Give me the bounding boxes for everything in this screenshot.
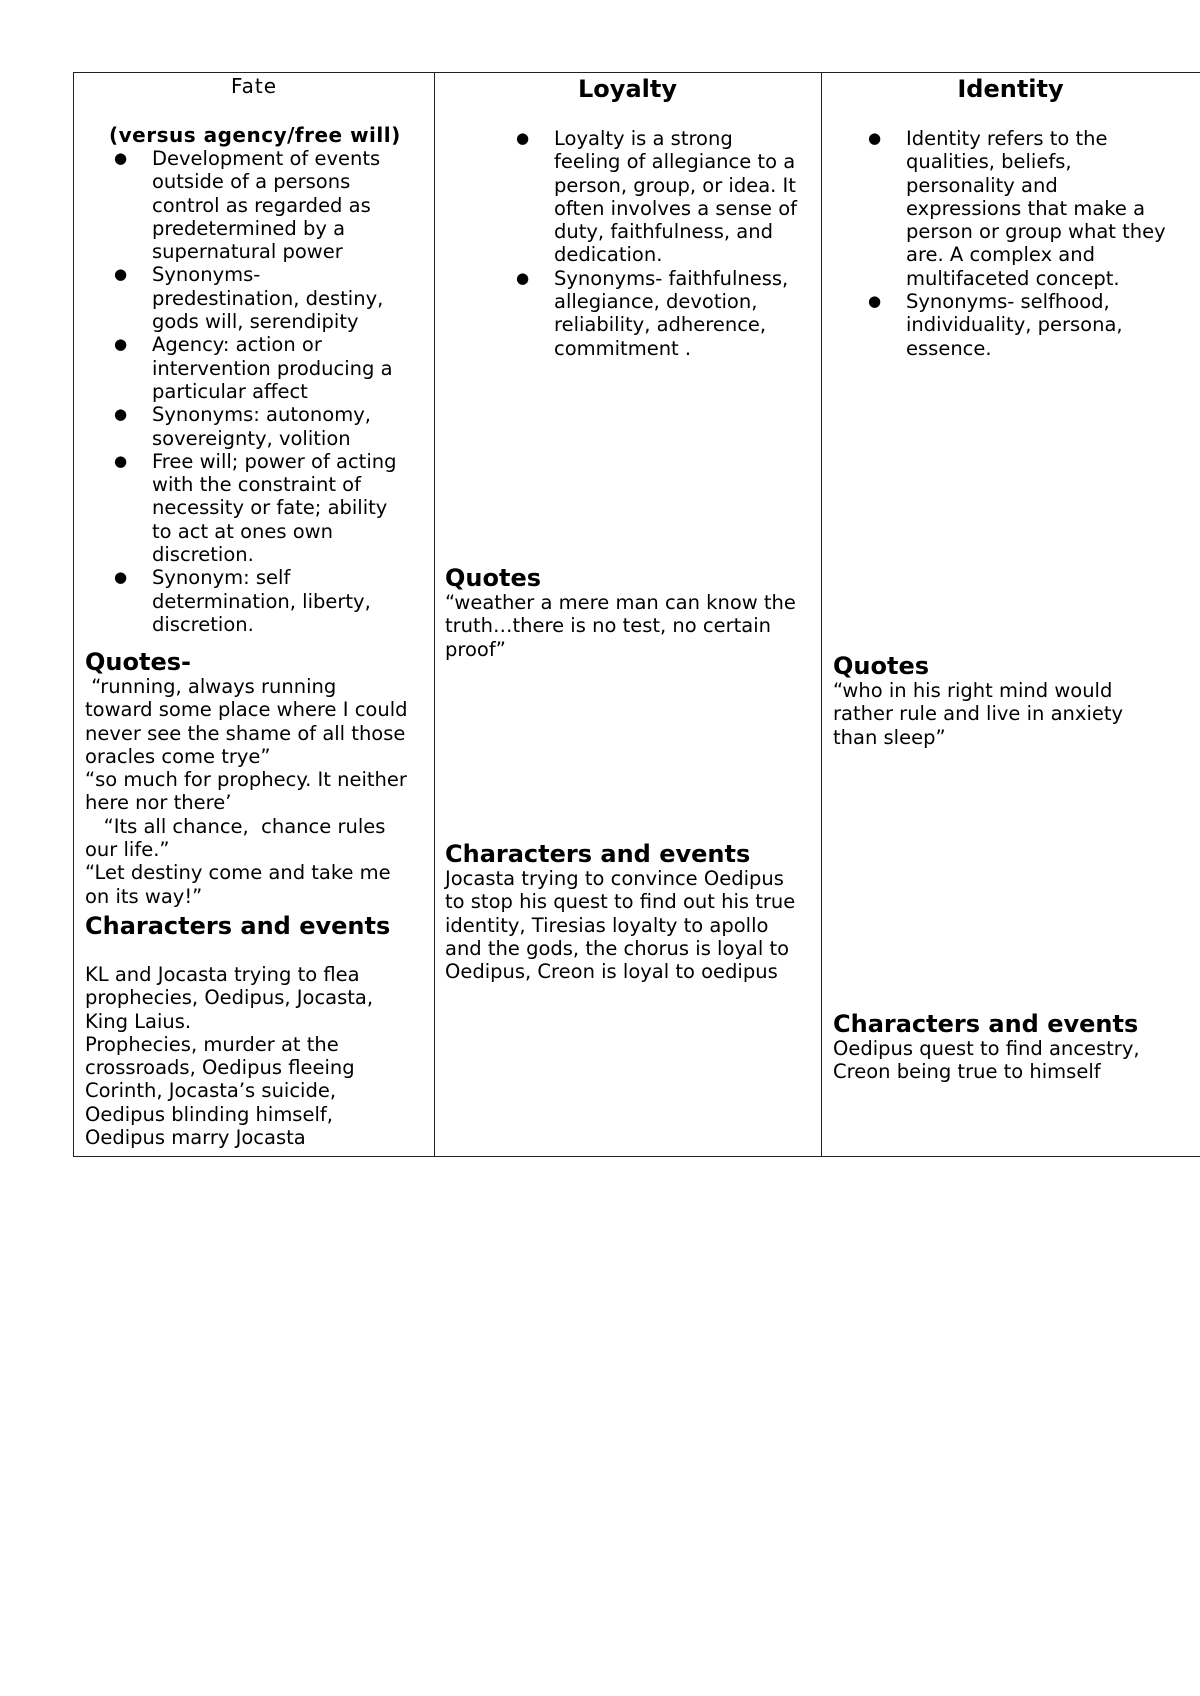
fate-bullet-line: gods will, serendipity xyxy=(152,310,359,334)
fate-bullet-line: Synonyms- xyxy=(152,263,261,287)
fate-bullet-line: predetermined by a xyxy=(152,216,346,240)
bullet-icon: ● xyxy=(114,149,128,167)
loyalty-bullet-line: duty, faithfulness, and xyxy=(554,220,773,244)
loyalty-quotes-line: proof” xyxy=(445,637,506,661)
fate-subtitle: (versus agency/free will) xyxy=(109,123,401,147)
loyalty-quotes-line: truth…there is no test, no certain xyxy=(445,614,772,638)
fate-bullet-item xyxy=(114,566,432,636)
bullet-icon: ● xyxy=(516,129,530,147)
identity-column xyxy=(821,73,1200,1156)
fate-bullet-item xyxy=(114,403,432,450)
fate-bullet-line: Synonym: self xyxy=(152,566,291,590)
identity-bullet-line: expressions that make a xyxy=(906,196,1146,220)
fate-bullet-line: to act at ones own xyxy=(152,519,333,543)
identity-bullet-line: essence. xyxy=(906,336,992,360)
identity-events-line: Creon being true to himself xyxy=(833,1060,1101,1084)
bullet-icon: ● xyxy=(114,405,128,424)
fate-bullet-line: predestination, destiny, xyxy=(152,286,384,310)
fate-events-line: crossroads, Oedipus fleeing xyxy=(85,1056,355,1080)
fate-bullet-line: discretion. xyxy=(152,543,254,567)
identity-quotes-heading: Quotes xyxy=(833,652,930,680)
identity-events-heading: Characters and events xyxy=(833,1010,1139,1038)
loyalty-events-section xyxy=(445,841,815,983)
loyalty-bullet-line: allegiance, devotion, xyxy=(554,290,758,314)
loyalty-title: Loyalty xyxy=(578,75,677,103)
fate-quotes-line: toward some place where I could xyxy=(85,698,408,722)
identity-bullet-line: qualities, beliefs, xyxy=(906,150,1072,174)
fate-bullet-line: Synonyms: autonomy, xyxy=(152,403,371,427)
fate-bullet-line: Agency: action or xyxy=(152,333,322,357)
loyalty-bullet-line: Synonyms- faithfulness, xyxy=(554,266,789,290)
fate-events xyxy=(85,963,430,1149)
fate-quotes xyxy=(85,675,430,908)
loyalty-bullet-line: dedication. xyxy=(554,243,663,267)
fate-bullet-line: intervention producing a xyxy=(152,356,393,380)
identity-bullet-line: multifaceted concept. xyxy=(906,266,1120,290)
identity-quotes-section xyxy=(833,653,1193,749)
fate-quotes-heading: Quotes- xyxy=(85,648,191,676)
identity-title: Identity xyxy=(957,75,1064,103)
fate-quotes-line: on its way!” xyxy=(85,884,203,908)
fate-bullet-line: discretion. xyxy=(152,612,254,636)
identity-bullet-line: Synonyms- selfhood, xyxy=(906,290,1110,314)
loyalty-events-line: Oedipus, Creon is loyal to oedipus xyxy=(445,960,778,984)
fate-quotes-line: “Its all chance, chance rules xyxy=(85,814,386,838)
identity-bullet-item xyxy=(868,127,1196,290)
loyalty-events xyxy=(445,867,815,983)
fate-bullet-line: with the constraint of xyxy=(152,473,361,497)
fate-events-line: Prophecies, murder at the xyxy=(85,1032,339,1056)
identity-definition-list xyxy=(868,127,1196,360)
fate-bullet-line: sovereignty, volition xyxy=(152,426,351,450)
loyalty-quotes-line: “weather a mere man can know the xyxy=(445,591,796,614)
identity-bullet-line: Identity refers to the xyxy=(906,127,1108,150)
bullet-icon: ● xyxy=(114,568,128,587)
loyalty-bullet-line: often involves a sense of xyxy=(554,196,798,220)
loyalty-bullet-item xyxy=(516,266,816,360)
loyalty-events-line: Jocasta trying to convince Oedipus xyxy=(445,867,784,890)
fate-quotes-section xyxy=(85,649,430,908)
loyalty-events-line: and the gods, the chorus is loyal to xyxy=(445,936,790,960)
identity-quotes-line: “who in his right mind would xyxy=(833,679,1113,702)
bullet-icon: ● xyxy=(114,451,128,470)
fate-events-line: Oedipus blinding himself, xyxy=(85,1102,333,1126)
fate-events-line: King Laius. xyxy=(85,1009,192,1033)
loyalty-events-line: identity, Tiresias loyalty to apollo xyxy=(445,913,769,937)
bullet-icon: ● xyxy=(868,129,882,147)
fate-events-line: prophecies, Oedipus, Jocasta, xyxy=(85,986,374,1010)
fate-quotes-line: here nor there’ xyxy=(85,791,232,815)
identity-bullet-item xyxy=(868,290,1196,360)
fate-bullet-line: Development of events xyxy=(152,147,381,170)
identity-quotes-line: than sleep” xyxy=(833,725,946,749)
identity-bullet-line: are. A complex and xyxy=(906,243,1095,267)
loyalty-quotes-section xyxy=(445,565,815,661)
fate-definition-list xyxy=(114,147,432,636)
fate-bullet-line: particular affect xyxy=(152,379,308,403)
bullet-icon: ● xyxy=(114,335,128,354)
fate-bullet-item xyxy=(114,147,432,264)
identity-bullet-line: individuality, persona, xyxy=(906,313,1123,337)
fate-bullet-line: determination, liberty, xyxy=(152,589,371,613)
fate-quotes-line: our life.” xyxy=(85,838,170,862)
bullet-icon: ● xyxy=(868,292,882,311)
fate-title: Fate xyxy=(230,74,278,98)
fate-events-heading: Characters and events xyxy=(85,912,391,940)
fate-quotes-line: “so much for prophecy. It neither xyxy=(85,768,407,792)
loyalty-quotes-heading: Quotes xyxy=(445,564,542,592)
fate-events-section xyxy=(85,913,430,1149)
fate-quotes-line: “running, always running xyxy=(85,675,337,698)
loyalty-bullet-line: Loyalty is a strong xyxy=(554,127,733,150)
fate-bullet-line: necessity or fate; ability xyxy=(152,496,388,520)
fate-events-line: Corinth, Jocasta’s suicide, xyxy=(85,1079,337,1103)
loyalty-events-heading: Characters and events xyxy=(445,840,751,868)
fate-bullet-line: outside of a persons xyxy=(152,170,351,194)
fate-quotes-line: oracles come trye” xyxy=(85,744,271,768)
fate-bullet-item xyxy=(114,333,432,403)
loyalty-bullet-line: person, group, or idea. It xyxy=(554,173,796,197)
loyalty-events-line: to stop his quest to find out his true xyxy=(445,890,796,914)
loyalty-bullet-item xyxy=(516,127,816,267)
bullet-icon: ● xyxy=(114,265,128,284)
loyalty-bullet-line: reliability, adherence, xyxy=(554,313,767,337)
bullet-icon: ● xyxy=(516,268,530,287)
identity-bullet-line: personality and xyxy=(906,173,1058,197)
loyalty-quotes xyxy=(445,591,815,661)
identity-events-section xyxy=(833,1011,1193,1084)
identity-quotes xyxy=(833,679,1193,749)
fate-bullet-item xyxy=(114,263,432,334)
fate-quotes-line: never see the shame of all those xyxy=(85,721,406,745)
loyalty-bullet-line: commitment . xyxy=(554,336,692,360)
loyalty-column xyxy=(434,73,822,1156)
fate-bullet-item xyxy=(114,449,432,567)
fate-bullet-line: supernatural power xyxy=(152,240,343,264)
loyalty-bullet-line: feeling of allegiance to a xyxy=(554,150,796,174)
fate-subtitle-wrap xyxy=(109,124,429,147)
themes-table xyxy=(73,72,1200,1157)
identity-quotes-line: rather rule and live in anxiety xyxy=(833,702,1124,726)
loyalty-definition-list xyxy=(516,127,816,360)
fate-events-line: Oedipus marry Jocasta xyxy=(85,1126,306,1150)
identity-events xyxy=(833,1037,1193,1084)
fate-bullet-line: control as regarded as xyxy=(152,193,371,217)
fate-quotes-line: “Let destiny come and take me xyxy=(85,861,391,885)
fate-bullet-line: Free will; power of acting xyxy=(152,449,397,473)
identity-events-line: Oedipus quest to find ancestry, xyxy=(833,1037,1140,1060)
fate-events-line: KL and Jocasta trying to flea xyxy=(85,963,360,986)
fate-column xyxy=(74,73,435,1156)
identity-bullet-line: person or group what they xyxy=(906,220,1166,244)
